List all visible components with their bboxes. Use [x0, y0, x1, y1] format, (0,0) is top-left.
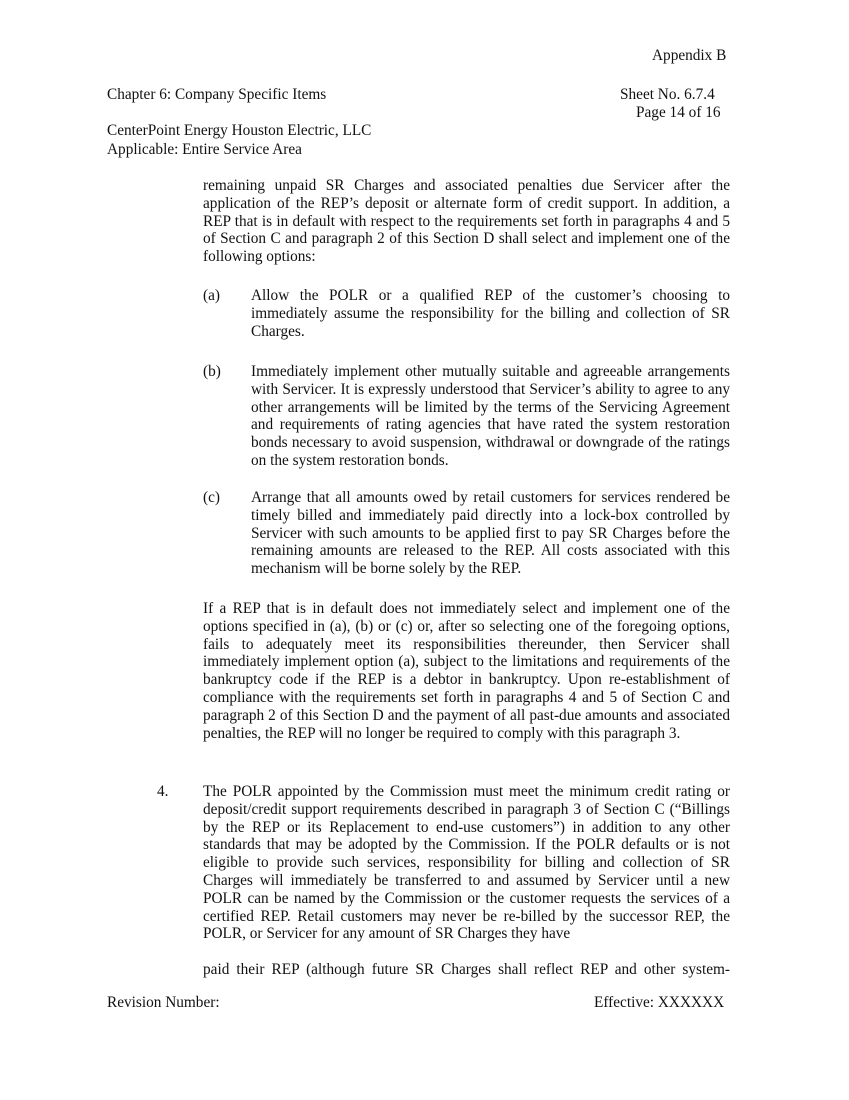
item-4-last-line: paid their REP (although future SR Charges shall reflect REP and other system-: [203, 961, 730, 978]
option-c-text: Arrange that all amounts owed by retail customers for services rendered be timely billed and immediately paid directly into a lock-box controlled by Servicer with such amounts to be applied first to pay SR Charges before the remaining amounts are released to the REP. All costs associated with this mechanism will be borne solely by the REP.: [251, 489, 730, 578]
appendix-label: Appendix B: [652, 47, 727, 64]
option-a-text: Allow the POLR or a qualified REP of the customer’s choosing to immediately assume the responsibility for the billing and collection of SR Charges.: [251, 287, 730, 340]
intro-paragraph: remaining unpaid SR Charges and associated penalties due Servicer after the application of the REP’s deposit or alternate form of credit support. In addition, a REP that is in default with respect to the requirements set forth in paragraphs 4 and 5 of Section C and paragraph 2 of this Section D shall select and implement one of the following options:: [203, 177, 730, 266]
page-number: Page 14 of 16: [636, 104, 721, 121]
company-name: CenterPoint Energy Houston Electric, LLC: [107, 122, 372, 139]
option-b-label: (b): [203, 363, 221, 380]
option-b-text: Immediately implement other mutually suitable and agreeable arrangements with Servicer. It is expressly understood that Servicer’s ability to agree to any other arrangements will be limited by the terms of the Servicing Agreement and requirements of rating agencies that have rated the system restoration bonds necessary to avoid suspension, withdrawal or downgrade of the ratings on the system restoration bonds.: [251, 363, 730, 469]
item-4-number: 4.: [157, 783, 169, 800]
option-a-label: (a): [203, 287, 220, 304]
sheet-number: Sheet No. 6.7.4: [620, 86, 715, 103]
applicable-area: Applicable: Entire Service Area: [107, 141, 302, 158]
item-4-text: The POLR appointed by the Commission must meet the minimum credit rating or deposit/credit support requirements described in paragraph 3 of Section C (“Billings by the REP or its Replacement to end-use customers”) in addition to any other standards that may be adopted by the Commission. If the POLR defaults or is not eligible to provide such services, responsibility for billing and collection of SR Charges will immediately be transferred to and assumed by Servicer until a new POLR can be named by the Commission or the customer requests the services of a certified REP. Retail customers may never be re-billed by the successor REP, the POLR, or Servicer for any amount of SR Charges they have: [203, 783, 730, 943]
default-paragraph: If a REP that is in default does not immediately select and implement one of the options specified in (a), (b) or (c) or, after so selecting one of the foregoing options, fails to adequately meet its responsibilities thereunder, then Servicer shall immediately implement option (a), subject to the limitations and requirements of the bankruptcy code if the REP is a debtor in bankruptcy. Upon re-establishment of compliance with the requirements set forth in paragraphs 4 and 5 of Section C and paragraph 2 of this Section D and the payment of all past-due amounts and associated penalties, the REP will no longer be required to comply with this paragraph 3.: [203, 600, 730, 742]
chapter-title: Chapter 6: Company Specific Items: [107, 86, 327, 103]
effective-date: Effective: XXXXXX: [594, 994, 725, 1011]
option-c-label: (c): [203, 489, 220, 506]
revision-number: Revision Number:: [107, 994, 220, 1011]
